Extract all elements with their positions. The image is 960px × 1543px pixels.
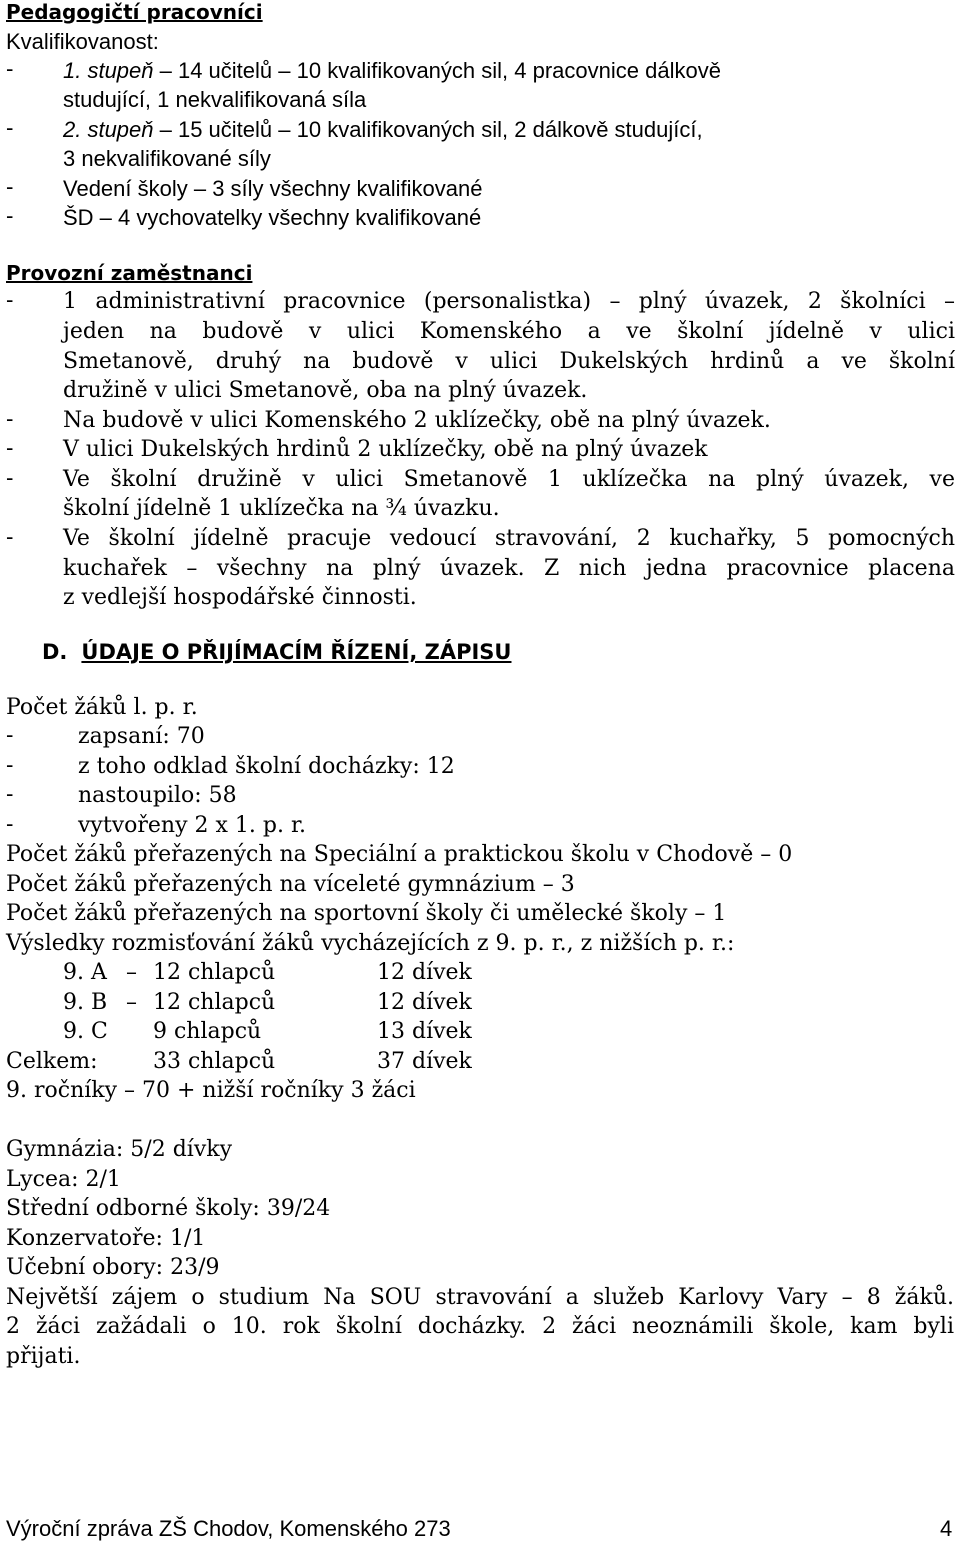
list-dash: - [6,116,14,141]
list-dash: - [6,57,14,82]
second-grade-text: – 15 učitelů – 10 kvalifikovaných sil, 2 dálkově studující, [153,117,703,142]
schools-note-line2: přijati. [6,1344,81,1369]
list-item-sd: ŠD – 4 vychovatelky všechny kvalifikované [63,205,482,230]
table-row-boys: 9 chlapců [153,1019,262,1044]
placement-results-label: Výsledky rozmisťování žáků vycházejících z 9. p. r., z nižších p. r.: [6,931,735,956]
list-item-started: nastoupilo: 58 [78,783,237,808]
grades-summary: 9. ročníky – 70 + nižší ročníky 3 žáci [6,1078,416,1103]
total-label: Celkem: [6,1049,98,1074]
transfer-special-school: Počet žáků přeřazených na Speciální a praktickou školu v Chodově – 0 [6,842,793,867]
first-grade-text: – 14 učitelů – 10 kvalifikovaných sil, 4 pracovnice dálkově [153,58,721,83]
section-d-heading [42,640,511,664]
table-row-class: 9. B [63,990,108,1015]
table-row-dash: – [126,960,137,985]
heading-operational-staff: Provozní zaměstnanci [6,261,253,285]
footer-title: Výroční zpráva ZŠ Chodov, Komenského 273 [6,1516,451,1541]
list-dash: - [6,812,14,837]
list-dash: - [6,466,14,491]
schools-conservatory: Konzervatoře: 1/1 [6,1226,206,1251]
list-item-druzina-line2: školní jídelně 1 uklízečka na ¾ úvazku. [63,496,500,521]
total-girls: 37 dívek [377,1049,472,1074]
list-dash: - [6,723,14,748]
list-item-first-grade-cont: studující, 1 nekvalifikovaná síla [63,87,367,112]
list-dash: - [6,175,14,200]
list-dash: - [6,204,14,229]
schools-lycea: Lycea: 2/1 [6,1167,121,1192]
list-dash: - [6,288,14,313]
qualification-label: Kvalifikovanost: [6,29,159,54]
list-item-admin-line1: 1 administrativní pracovnice (personalistka) – plný úvazek, 2 školníci – [63,289,955,314]
table-row-dash: – [126,990,137,1015]
page-number: 4 [940,1516,953,1541]
list-item-druzina-line1: Ve školní družině v ulici Smetanově 1 uklízečka na plný úvazek, ve [63,467,955,492]
section-d-title: ÚDAJE O PŘIJÍMACÍM ŘÍZENÍ, ZÁPISU [81,640,512,664]
list-dash: - [6,525,14,550]
list-item-jidelna-line1: Ve školní jídelně pracuje vedoucí stravování, 2 kuchařky, 5 pomocných [63,526,955,551]
second-grade-label: 2. stupeň [63,117,154,142]
list-dash: - [6,753,14,778]
list-item-komenskeho: Na budově v ulici Komenského 2 uklízečky, obě na plný úvazek. [63,408,771,433]
first-grade-label: 1. stupeň [63,58,154,83]
list-item-second-grade [63,116,703,144]
list-item-jidelna-line2: kuchařek – všechny na plný úvazek. Z nich jedna pracovnice placena [63,556,955,581]
table-row-class: 9. A [63,960,107,985]
list-item-classes: vytvořeny 2 x 1. p. r. [78,813,307,838]
list-item-enrolled: zapsaní: 70 [78,724,205,749]
table-row-boys: 12 chlapců [153,990,276,1015]
list-item-first-grade [63,57,721,85]
list-item-admin-line4: družině v ulici Smetanově, oba na plný úvazek. [63,378,588,403]
list-item-deferred: z toho odklad školní docházky: 12 [78,754,455,779]
schools-gymnasia: Gymnázia: 5/2 dívky [6,1137,233,1162]
list-item-admin-line3: Smetanově, druhý na budově v ulici Dukelských hrdinů a ve školní [63,349,955,374]
table-row-boys: 12 chlapců [153,960,276,985]
schools-secondary: Střední odborné školy: 39/24 [6,1196,331,1221]
transfer-sport-art: Počet žáků přeřazených na sportovní školy či umělecké školy – 1 [6,901,727,926]
schools-note-line1: 2 žáci zažádali o 10. rok školní docházky. 2 žáci neoznámili škole, kam byli [6,1314,954,1339]
transfer-gymnasium: Počet žáků přeřazených na víceleté gymnázium – 3 [6,872,575,897]
schools-most-interest: Největší zájem o studium Na SOU stravování a služeb Karlovy Vary – 8 žáků. [6,1285,954,1310]
enrolled-count-label: Počet žáků l. p. r. [6,695,198,720]
list-item-second-grade-cont: 3 nekvalifikované síly [63,146,271,171]
table-row-class: 9. C [63,1019,108,1044]
section-d-letter: D. [42,640,68,664]
list-item-management: Vedení školy – 3 síly všechny kvalifikované [63,176,483,201]
heading-pedagogical-staff: Pedagogičtí pracovníci [6,0,263,24]
total-boys: 33 chlapců [153,1049,276,1074]
list-dash: - [6,407,14,432]
list-item-dukelskych: V ulici Dukelských hrdinů 2 uklízečky, obě na plný úvazek [63,437,708,462]
list-item-admin-line2: jeden na budově v ulici Komenského a ve školní jídelně v ulici [63,319,955,344]
list-dash: - [6,782,14,807]
table-row-girls: 13 dívek [377,1019,472,1044]
list-dash: - [6,436,14,461]
table-row-girls: 12 dívek [377,960,472,985]
schools-vocational: Učební obory: 23/9 [6,1255,220,1280]
list-item-jidelna-line3: z vedlejší hospodářské činnosti. [63,585,417,610]
table-row-girls: 12 dívek [377,990,472,1015]
